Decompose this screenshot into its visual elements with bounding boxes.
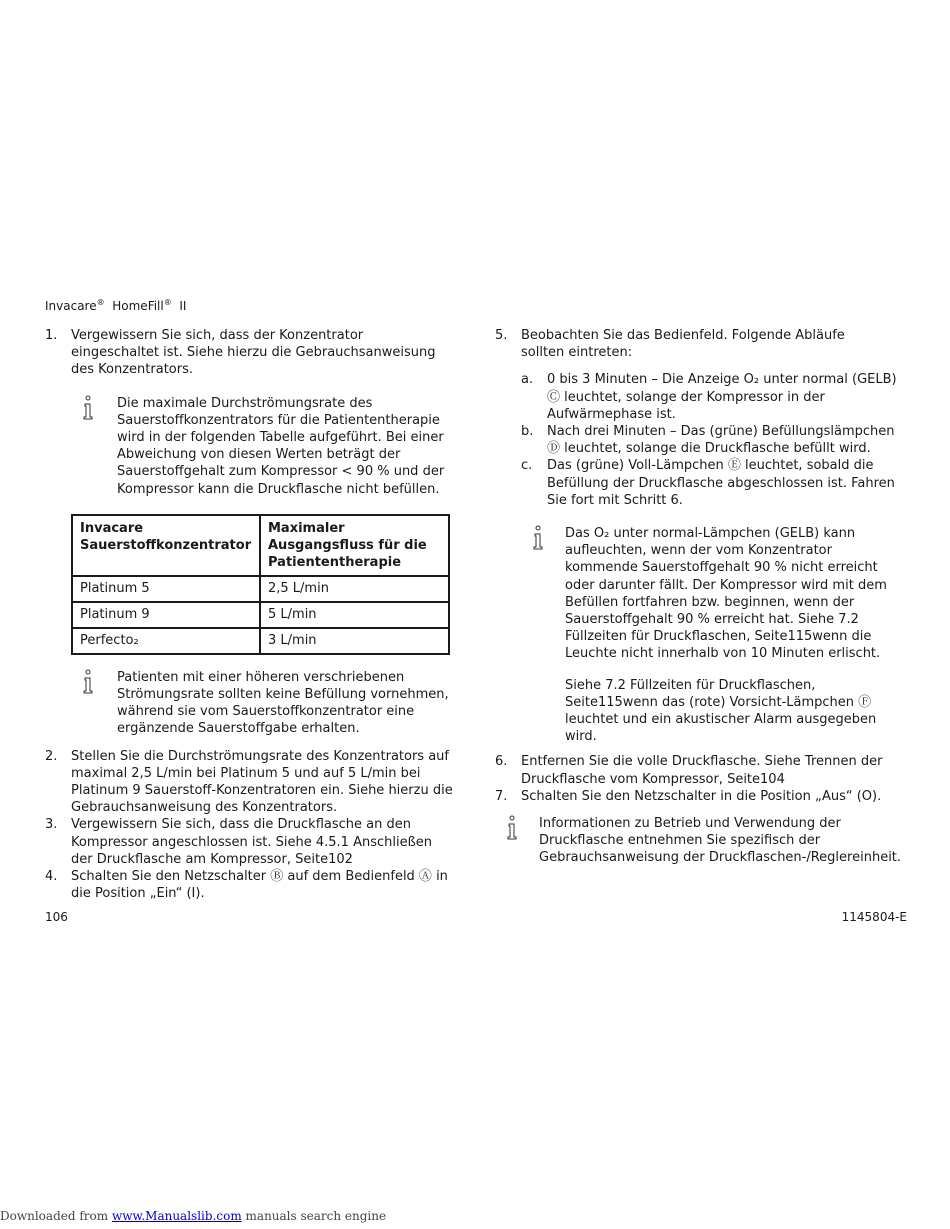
step-text: Stellen Sie die Durchströmungsrate des Konzentrators auf maximal 2,5 L/min bei Platinum 5 und auf 5 L/min bei Platinum 9 Sauerstoff-Konzentratoren ein. Siehe hierzu die Gebrauchsanweisung des Konzentrators. bbox=[71, 748, 453, 816]
right-column bbox=[495, 327, 905, 867]
substep-letter: c. bbox=[521, 458, 533, 474]
substep-b bbox=[521, 423, 905, 457]
substep-text: Nach drei Minuten – Das (grüne) Befüllungslämpchen Ⓓ leuchtet, solange die Druckflasche befüllt wird. bbox=[547, 424, 895, 457]
step-3 bbox=[45, 816, 455, 868]
download-prefix: Downloaded from bbox=[0, 1209, 109, 1223]
substep-text: 0 bis 3 Minuten – Die Anzeige O₂ unter normal (GELB) Ⓒ leuchtet, solange der Kompressor in der Aufwärmephase ist. bbox=[547, 372, 897, 422]
header-model: II bbox=[179, 299, 187, 313]
table-row bbox=[72, 628, 449, 654]
step-text: Vergewissern Sie sich, dass die Druckflasche an den Kompressor angeschlossen ist. Siehe 4.5.1 Anschließen der Druckflasche am Kompressor, Seite102 bbox=[71, 817, 433, 867]
substep-letter: a. bbox=[521, 372, 534, 388]
left-column bbox=[45, 327, 455, 902]
header-brand: Invacare bbox=[45, 299, 97, 313]
step-number: 3. bbox=[45, 817, 58, 833]
registered-mark: ® bbox=[96, 298, 105, 307]
step-number: 6. bbox=[495, 754, 508, 770]
step-number: 1. bbox=[45, 328, 58, 343]
download-banner bbox=[0, 1209, 386, 1223]
table-header-cell: Maximaler Ausgangsfluss für die Patiententherapie bbox=[260, 515, 449, 576]
step-text: Beobachten Sie das Bedienfeld. Folgende Abläufe sollten eintreten: bbox=[521, 328, 845, 361]
step-text: Schalten Sie den Netzschalter in die Position „Aus“ (O). bbox=[521, 788, 882, 804]
step-number: 7. bbox=[495, 788, 508, 804]
step-5 bbox=[495, 327, 861, 361]
note-text: Die maximale Durchströmungsrate des Sauerstoffkonzentrators für die Patiententherapie wird in der folgenden Tabelle aufgeführt. Bei einer Abweichung von diesen Werten beträgt der Sauerstoffgehalt zum Kompressor < 90 % und der Kompressor kann die Druckflasche nicht befüllen. bbox=[117, 395, 445, 497]
table-cell: Perfecto₂ bbox=[72, 628, 260, 654]
manualslib-link[interactable]: www.Manualslib.com bbox=[111, 1209, 242, 1223]
step-2 bbox=[45, 748, 455, 817]
step-text: Entfernen Sie die volle Druckflasche. Siehe Trennen der Druckflasche vom Kompressor, Seite104 bbox=[521, 754, 883, 787]
info-icon bbox=[531, 525, 545, 551]
substep-letter: b. bbox=[521, 424, 534, 440]
note-text: Das O₂ unter normal-Lämpchen (GELB) kann aufleuchten, wenn der vom Konzentrator kommende Sauerstoffgehalt 90 % nicht erreicht oder darunter fällt. Der Kompressor wird mit dem Befüllen fortfahren bzw. beginnen, wenn der Sauerstoffgehalt 90 % erreicht hat. Siehe 7.2 Füllzeiten für Druckflaschen, Seite115wenn die Leuchte nicht innerhalb von 10 Minuten erlischt. bbox=[565, 526, 887, 662]
info-icon bbox=[81, 669, 95, 695]
table-cell: 2,5 L/min bbox=[260, 576, 449, 602]
step-number: 2. bbox=[45, 748, 58, 764]
info-note-high-flow bbox=[71, 669, 457, 738]
note-text: Patienten mit einer höheren verschriebenen Strömungsrate sollten keine Befüllung vornehmen, während sie vom Sauerstoffkonzentrator eine ergänzende Sauerstoffgabe erhalten. bbox=[117, 669, 449, 737]
table-row bbox=[72, 576, 449, 602]
substep-text: Das (grüne) Voll-Lämpchen Ⓔ leuchtet, sobald die Befüllung der Druckflasche abgeschlossen ist. Fahren Sie fort mit Schritt 6. bbox=[547, 458, 895, 508]
table-cell: 5 L/min bbox=[260, 602, 449, 628]
table-cell: Platinum 9 bbox=[72, 602, 260, 628]
document-id: 1145804-E bbox=[841, 910, 907, 924]
flow-rate-table bbox=[71, 514, 450, 655]
page-number: 106 bbox=[45, 910, 68, 924]
running-header bbox=[45, 298, 186, 313]
step-text: Vergewissern Sie sich, dass der Konzentrator eingeschaltet ist. Siehe hierzu die Gebrauchsanweisung des Konzentrators. bbox=[71, 328, 436, 378]
info-icon bbox=[505, 815, 519, 841]
info-note-flow-rate bbox=[71, 395, 457, 498]
registered-mark-2: ® bbox=[163, 298, 172, 307]
step-6 bbox=[495, 753, 905, 787]
step-7 bbox=[495, 788, 905, 805]
step-number: 5. bbox=[495, 328, 508, 343]
note-text-2: Siehe 7.2 Füllzeiten für Druckflaschen, Seite115wenn das (rote) Vorsicht-Lämpchen Ⓕ leuchtet und ein akustischer Alarm ausgegeben wird. bbox=[565, 677, 877, 745]
step-number: 4. bbox=[45, 869, 58, 885]
step-5-sublist bbox=[495, 371, 905, 745]
table-header-row bbox=[72, 515, 449, 576]
table-header-cell: Invacare Sauerstoffkonzentrator bbox=[72, 515, 260, 576]
table-row bbox=[72, 602, 449, 628]
table-cell: 3 L/min bbox=[260, 628, 449, 654]
substep-a bbox=[521, 371, 905, 423]
step-text: Schalten Sie den Netzschalter Ⓑ auf dem Bedienfeld Ⓐ in die Position „Ein“ (I). bbox=[71, 869, 448, 902]
step-4 bbox=[45, 868, 455, 902]
info-icon bbox=[81, 395, 95, 421]
step-1 bbox=[45, 327, 455, 379]
download-suffix: manuals search engine bbox=[245, 1209, 387, 1223]
header-product: HomeFill bbox=[112, 299, 164, 313]
info-note-o2-lamp bbox=[521, 525, 903, 745]
table-cell: Platinum 5 bbox=[72, 576, 260, 602]
info-note-cylinder bbox=[495, 815, 905, 867]
note-text: Informationen zu Betrieb und Verwendung der Druckflasche entnehmen Sie spezifisch der Gebrauchsanweisung der Druckflaschen-/Reglereinheit. bbox=[539, 816, 902, 866]
substep-c bbox=[521, 457, 905, 509]
